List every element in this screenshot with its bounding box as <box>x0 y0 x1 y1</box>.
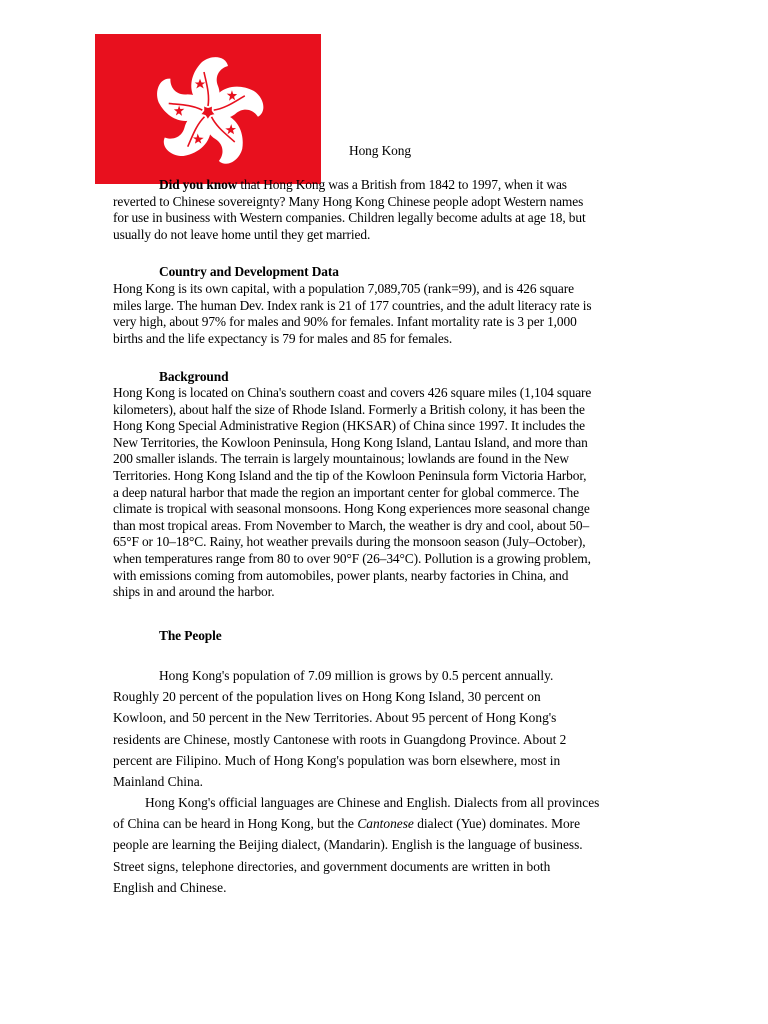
text-line: kilometers), about half the size of Rhode Island. Formerly a British colony, it has been the <box>113 401 585 417</box>
text-line: miles large. The human Dev. Index rank is 21 of 177 countries, and the adult literacy rate is <box>113 297 592 313</box>
did-you-know-line: reverted to Chinese sovereignty? Many Hong Kong Chinese people adopt Western names <box>113 193 584 209</box>
cantonese-italic: Cantonese <box>357 816 414 832</box>
white-bauhinia-flower-icon <box>95 34 321 184</box>
the-people-heading: The People <box>159 628 222 643</box>
text-line: English and Chinese. <box>113 879 227 895</box>
text-line: a deep natural harbor that made the region an important center for global commerce. The <box>113 484 579 500</box>
did-you-know-line: Did you know that Hong Kong was a British from 1842 to 1997, when it was <box>159 177 567 192</box>
did-you-know-section <box>113 177 658 243</box>
hong-kong-flag <box>95 34 321 184</box>
text-line: with emissions coming from automobiles, power plants, nearby factories in China, and <box>113 567 569 583</box>
text-line: ships in and around the harbor. <box>113 584 275 600</box>
text-line: percent are Filipino. Much of Hong Kong's population was born elsewhere, most in <box>113 752 561 768</box>
text-line: Hong Kong's official languages are Chinese and English. Dialects from all provinces <box>145 795 600 810</box>
text-line: New Territories, the Kowloon Peninsula, Hong Kong Island, Lantau Island, and more than <box>113 434 588 450</box>
did-you-know-line: usually do not leave home until they get married. <box>113 226 371 242</box>
text-line: Hong Kong is its own capital, with a population 7,089,705 (rank=99), and is 426 square <box>113 281 574 296</box>
text-line: people are learning the Beijing dialect, (Mandarin). English is the language of business. <box>113 837 583 853</box>
text-line: Hong Kong Special Administrative Region (HKSAR) of China since 1997. It includes the <box>113 418 586 434</box>
text-line: climate is tropical with seasonal monsoons. Hong Kong experiences more seasonal change <box>113 501 590 517</box>
text-line: Mainland China. <box>113 774 204 790</box>
country-data-heading: Country and Development Data <box>159 264 339 279</box>
did-you-know-line: for use in business with Western companies. Children legally become adults at age 18, but <box>113 210 586 226</box>
text-line: births and the life expectancy is 79 for males and 85 for females. <box>113 330 453 346</box>
people-paragraph-2 <box>113 792 673 898</box>
text-line: Hong Kong is located on China's southern coast and covers 426 square miles (1,104 square <box>113 385 592 400</box>
text-line: 200 smaller islands. The terrain is largely mountainous; lowlands are found in the New <box>113 451 569 467</box>
people-paragraph-1 <box>113 665 673 792</box>
page-title: Hong Kong <box>349 143 411 158</box>
text-line: residents are Chinese, mostly Cantonese with roots in Guangdong Province. About 2 <box>113 731 567 747</box>
text-line: when temperatures range from 80 to over 90°F (26–34°C). Pollution is a growing problem, <box>113 550 591 566</box>
country-data-paragraph <box>113 281 658 347</box>
did-you-know-lead: Did you know <box>159 177 238 192</box>
text-line: very high, about 97% for males and 90% for females. Infant mortality rate is 3 per 1,000 <box>113 314 577 330</box>
text-line: Kowloon, and 50 percent in the New Territories. About 95 percent of Hong Kong's <box>113 710 557 726</box>
text-line: Roughly 20 percent of the population lives on Hong Kong Island, 30 percent on <box>113 689 541 705</box>
text-line: than most tropical areas. From November to March, the weather is dry and cool, about 50– <box>113 517 590 533</box>
text-line: 65°F or 10–18°C. Rainy, hot weather prevails during the monsoon season (July–October), <box>113 534 586 550</box>
background-paragraph <box>113 385 658 601</box>
text-line: Territories. Hong Kong Island and the tip of the Kowloon Peninsula form Victoria Harbor, <box>113 467 587 483</box>
text-line: Hong Kong's population of 7.09 million is grows by 0.5 percent annually. <box>159 668 554 683</box>
text-line: Street signs, telephone directories, and government documents are written in both <box>113 858 551 874</box>
background-heading: Background <box>159 369 229 384</box>
text-line: of China can be heard in Hong Kong, but the Cantonese dialect (Yue) dominates. More <box>113 816 581 832</box>
